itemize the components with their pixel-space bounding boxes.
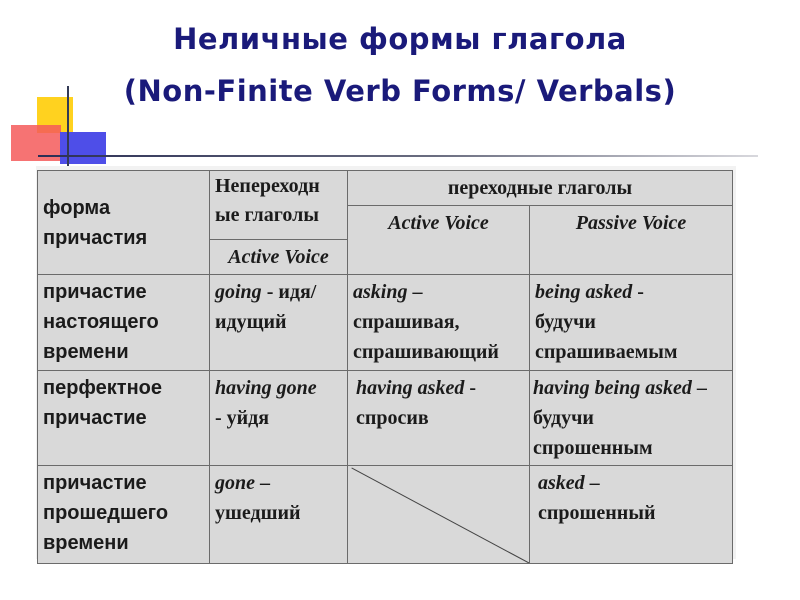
verb-form-translation: спрашиваемым [535,341,678,363]
verb-form-translation: спрошенным [533,437,653,459]
verb-form-english: being asked [535,281,633,303]
verb-form-translation: идущий [215,311,287,333]
row-present-passive-cell [530,275,733,371]
verb-form-translation: будучи [533,407,594,429]
row-label-line: прошедшего [43,502,169,524]
row-label-line: времени [43,532,129,554]
verb-form-translation: – [584,472,600,494]
header-intrans-active-voice-cell [210,240,348,275]
header-intransitive-line2: ые глаголы [215,204,319,226]
verb-form-english: having asked [356,377,465,399]
verb-form-english: asked [538,472,585,494]
verb-form-english: gone [215,472,255,494]
row-label-line: перфектное [43,377,163,399]
header-intrans-active-voice: Active Voice [228,246,329,268]
header-transitive-cell [348,171,733,206]
table-row [38,275,733,371]
verb-form-translation: – [407,281,423,303]
row-present-label-cell [38,275,210,371]
header-form-label: форма причастия [43,196,148,249]
header-intransitive-line1: Непереходн [215,175,320,197]
table-header-row [38,171,733,206]
row-past-active-empty-cell [348,466,530,564]
decor-vertical-line [67,86,69,166]
verb-form-english: having being asked [533,377,692,399]
verb-form-translation: – [691,377,707,399]
row-perfect-passive-cell [530,371,733,466]
row-perfect-intransitive-cell [210,371,348,466]
page-subtitle: (Non-Finite Verb Forms/ Verbals) [123,74,677,108]
header-active-voice: Active Voice [388,212,489,234]
row-perfect-label-cell [38,371,210,466]
header-passive-voice-cell [530,206,733,275]
row-past-passive-cell [530,466,733,564]
verb-form-translation: – [255,472,270,494]
verb-form-english: going [215,281,262,303]
header-form-cell [38,171,210,275]
row-perfect-active-cell [348,371,530,466]
verb-form-english: having gone [215,377,317,399]
header-active-voice-cell [348,206,530,275]
header-passive-voice: Passive Voice [575,212,687,234]
row-label-line: причастие [43,281,147,303]
verb-form-english: asking [353,281,408,303]
verb-form-translation: спрошенный [538,502,656,524]
verb-form-translation: будучи [535,311,596,333]
verb-form-translation: спрашивающий [353,341,499,363]
table-row [38,371,733,466]
verbals-table [37,170,733,564]
verb-form-translation: - [464,377,477,399]
decor-horizontal-line [38,155,758,157]
header-intransitive-cell [210,171,348,240]
row-label-line: времени [43,341,129,363]
verb-form-translation: ушедший [215,502,301,524]
row-label-line: причастие [43,407,147,429]
row-past-intransitive-cell [210,466,348,564]
verb-form-translation: спрашивая, [353,311,460,333]
page-title: Неличные формы глагола [173,22,627,56]
table-row [38,466,733,564]
verb-form-translation: - идя/ [261,281,317,303]
row-past-label-cell [38,466,210,564]
header-transitive-label: переходные глаголы [447,177,633,199]
diagonal-strike [348,466,529,563]
row-label-line: настоящего [43,311,159,333]
row-present-intransitive-cell [210,275,348,371]
row-present-active-cell [348,275,530,371]
row-label-line: причастие [43,472,147,494]
verb-form-translation: спросив [356,407,429,429]
verb-form-translation: - уйдя [215,407,270,429]
verb-form-translation: - [632,281,644,303]
